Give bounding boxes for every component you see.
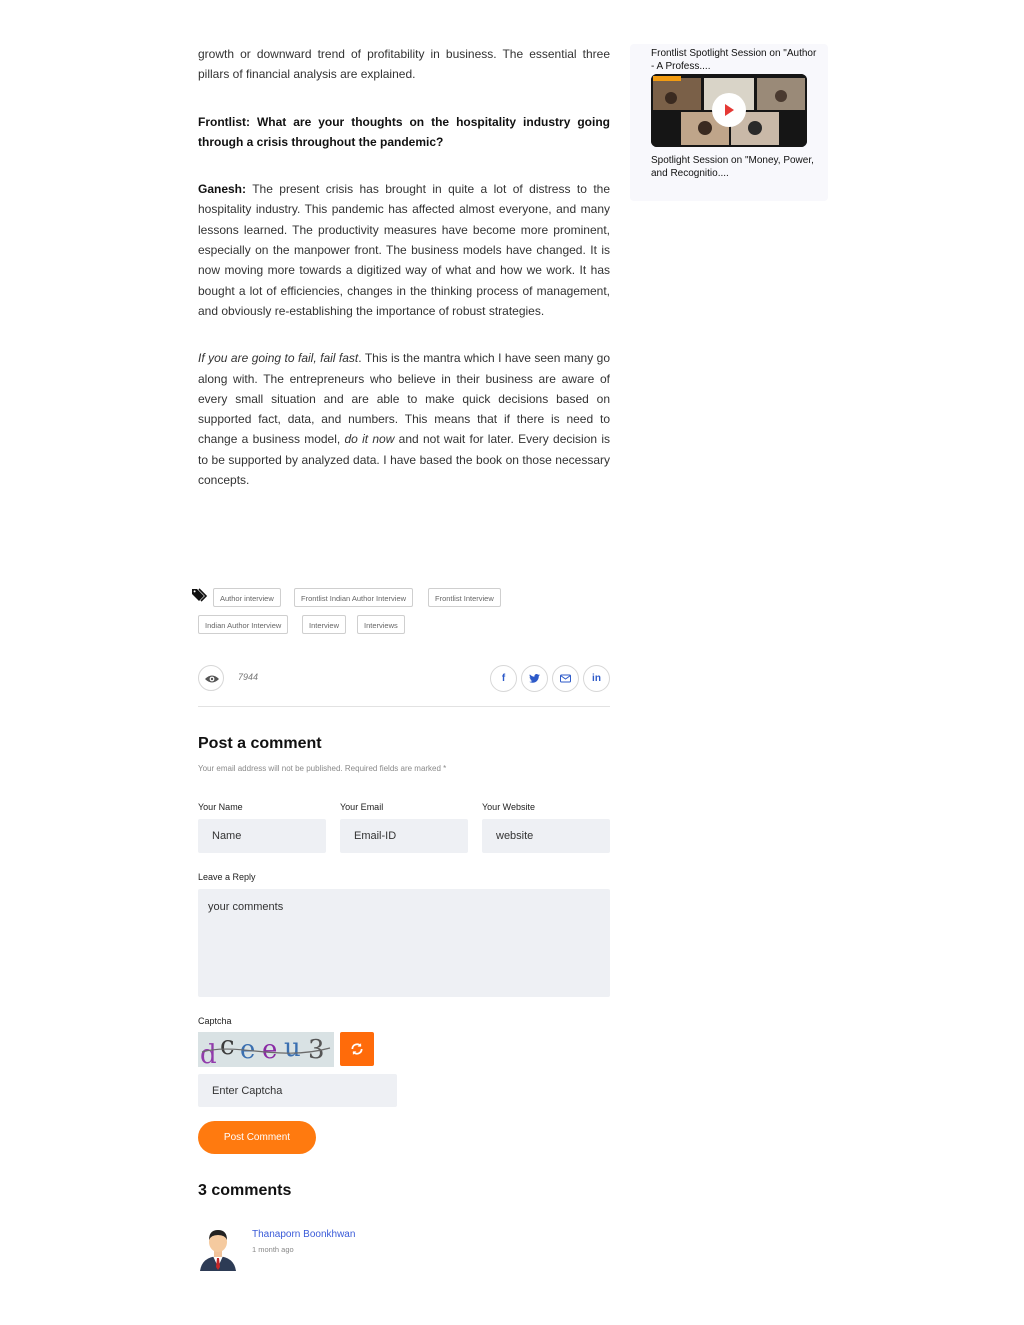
tag-indian-author-interview[interactable]: Indian Author Interview xyxy=(198,615,288,634)
sidebar-item-title[interactable]: Spotlight Session on "Money, Power, and Recognitio.... xyxy=(651,155,814,179)
comment-timestamp: 1 month ago xyxy=(252,1245,294,1254)
post-comment-heading: Post a comment xyxy=(198,735,322,752)
play-icon xyxy=(724,104,734,116)
reply-label: Leave a Reply xyxy=(198,872,256,882)
svg-text:3: 3 xyxy=(308,1035,325,1065)
article-paragraph: growth or downward trend of profitability in business. The essential three pillars of financial analysis are explained. xyxy=(198,47,610,82)
eye-icon xyxy=(199,666,225,692)
tags-icon xyxy=(192,588,208,602)
comment-author-link[interactable]: Thanaporn Boonkhwan xyxy=(252,1229,356,1240)
svg-text:c: c xyxy=(220,1032,235,1061)
tag-author-interview[interactable]: Author interview xyxy=(213,588,281,607)
linkedin-share-button[interactable] xyxy=(583,665,610,692)
email-share-button[interactable] xyxy=(552,665,579,692)
facebook-icon: f xyxy=(501,673,506,684)
answer-speaker: Ganesh: xyxy=(198,182,247,197)
website-label: Your Website xyxy=(482,802,536,812)
avatar xyxy=(198,1227,238,1271)
comment-textarea[interactable] xyxy=(198,889,610,997)
email-label: Your Email xyxy=(340,802,384,812)
italic-phrase: do it now xyxy=(344,432,395,447)
play-button[interactable] xyxy=(712,93,746,127)
sidebar-video-list xyxy=(630,44,828,201)
sidebar-item-title[interactable]: Frontlist Spotlight Session on "Author - A Profess.... xyxy=(651,48,817,72)
refresh-icon xyxy=(350,1042,364,1056)
form-note: Your email address will not be published. Required fields are marked * xyxy=(198,764,447,773)
views-badge xyxy=(198,665,224,691)
envelope-icon xyxy=(560,674,571,683)
name-label: Your Name xyxy=(198,802,243,812)
answer-text: The present crisis has brought in quite a lot of distress to the hospitality industry. This pandemic has affected almost everyone, and many lessons learned. The productivity measures have become more prominent, especially on the manpower front. The business models have changed. It is now moving more towards a digitized way of what and how we work. It has bought a lot of efficiencies, changes in the thinking process of management, and obviously re-establishing the importance of robust strategies. xyxy=(198,182,610,318)
captcha-input[interactable] xyxy=(198,1074,397,1107)
section-divider xyxy=(198,706,610,707)
post-comment-button[interactable]: Post Comment xyxy=(198,1121,316,1154)
tag-frontlist-interview[interactable]: Frontlist Interview xyxy=(428,588,501,607)
captcha-image xyxy=(198,1032,334,1067)
tag-frontlist-indian-author-interview[interactable]: Frontlist Indian Author Interview xyxy=(294,588,413,607)
captcha-label: Captcha xyxy=(198,1016,232,1026)
video-thumbnail[interactable] xyxy=(651,74,807,147)
email-input[interactable] xyxy=(340,819,468,853)
comments-heading: 3 comments xyxy=(198,1182,292,1199)
linkedin-icon: in xyxy=(592,673,601,684)
twitter-share-button[interactable] xyxy=(521,665,548,692)
captcha-refresh-button[interactable] xyxy=(340,1032,374,1066)
views-share-row xyxy=(198,665,610,693)
svg-text:u: u xyxy=(284,1033,301,1063)
twitter-icon xyxy=(529,674,540,683)
svg-text:e: e xyxy=(262,1035,278,1065)
views-count: 7944 xyxy=(238,672,259,682)
article-body xyxy=(198,44,610,517)
facebook-share-button[interactable] xyxy=(490,665,517,692)
interview-question: Frontlist: What are your thoughts on the hospitality industry going through a crisis throughout the pandemic? xyxy=(198,114,610,149)
tag-interviews[interactable]: Interviews xyxy=(357,615,405,634)
website-input[interactable] xyxy=(482,819,610,853)
svg-text:e: e xyxy=(240,1035,256,1065)
interview-answer xyxy=(198,179,610,321)
name-input[interactable] xyxy=(198,819,326,853)
tag-interview[interactable]: Interview xyxy=(302,615,346,634)
italic-phrase: If you are going to fail, fail fast xyxy=(198,351,359,366)
article-paragraph: If you are going to fail, fail fast. This is the mantra which I have seen many go along with. The entrepreneurs who believe in their business are aware of every small situation and are able to make quick decisions based on supported fact, data, and numbers. This means that if there is need to change a business model, do it now and not wait for later. Every decision is to be supported by analyzed data. I have based the book on those necessary concepts. xyxy=(198,351,610,488)
svg-text:d: d xyxy=(200,1040,217,1067)
